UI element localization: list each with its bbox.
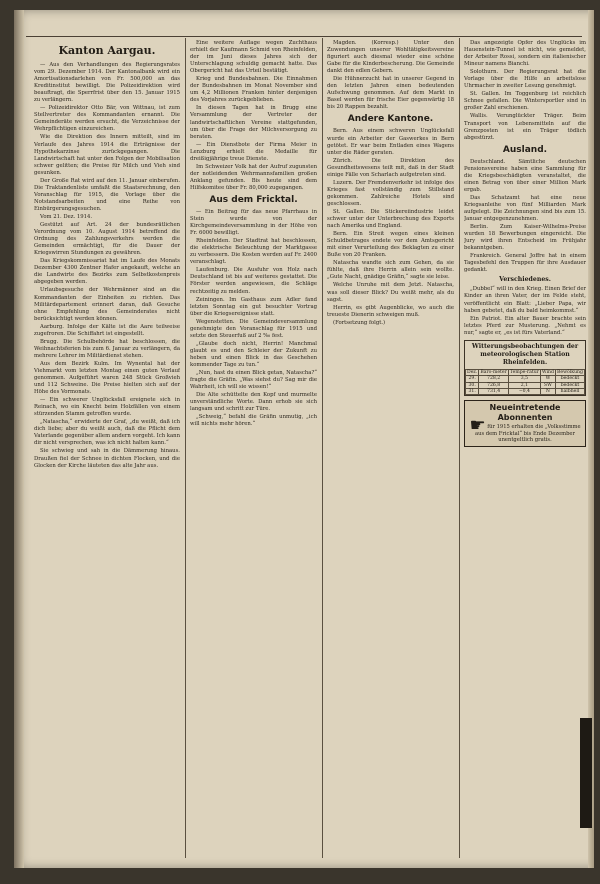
- article-paragraph: Wegenstetten. Die Gemeindeversammlung genehmigte den Voranschlag für 1915 und setzte den Steuerfuß auf 2 ‰ fest.: [190, 318, 317, 339]
- section-heading: Andere Kantone.: [347, 114, 434, 125]
- weather-table-header: Wind: [541, 369, 554, 375]
- article-paragraph: Das Kriegskommissariat hat im Laufe des Monats Dezember 4300 Zentner Hafer angekauft, welche an die Landwirte des Bezirks zum Selbstkostenpreis abgegeben werden.: [34, 258, 180, 286]
- article-paragraph: Rheinfelden. Der Stadtrat hat beschlossen, die elektrische Beleuchtung der Marktgasse zu verbessern. Die Kosten werden auf Fr. 2400 veranschlagt.: [190, 238, 317, 266]
- column-rule-1: [185, 38, 186, 858]
- weather-table-cell: 2,1: [508, 382, 540, 388]
- weather-table-header: Baro-meter: [480, 369, 507, 375]
- article-paragraph: „Glaube doch nicht, Herrin! Manchmal glaubt es und den Schleier der Zukunft zu heben und einen Blick in das Geschehen kommender Tage zu tun.“: [190, 340, 317, 368]
- heading-kanton-aargau: Kanton Aargau.: [58, 44, 156, 57]
- article-paragraph: „Dubbel“ will in den Krieg. Einen Brief der Kinder an ihren Vater, der im Felde steht, veröffentlicht ein Blatt: „Lieber Papa, wir haben gebetet, daß du bald heimkommst.“: [464, 286, 586, 314]
- article-paragraph: Herrin, es gibt Augenblicke, wo auch die treueste Dienerin schweigen muß.: [327, 304, 454, 318]
- column-3: [327, 40, 454, 860]
- weather-table-cell: −0,4: [508, 388, 540, 394]
- weather-table-cell: 3,5: [508, 376, 540, 382]
- weather-table-title: Witterungsbeobachtungen der meteorologischen Station Rheinfelden.: [471, 342, 579, 366]
- weather-table-cell: W: [540, 376, 555, 382]
- article-paragraph: Das angezeigte Opfer des Unglücks im Hauenstein-Tunnel ist nicht, wie gemeldet, der Arbeiter Rossi, sondern ein italienischer Mineur namens Bianchi.: [464, 40, 586, 68]
- article-paragraph: „Natascha,“ erwiderte der Graf, „du weißt, daß ich dich liebe; aber du weißt auch, daß die Pflicht dem Vaterlande gegenüber allem andern vorgeht. Ich kann dir nicht versprechen, was ich nicht halten kann.“: [34, 419, 180, 447]
- article-paragraph: Eine weitere Auflage wegen Zuchthaus erhielt der Kaufmann Schmid von Rheinfelden, der im Juni dieses Jahres sich der Unterschlagung schuldig gemacht hatte. Das Obergericht hat das Urteil bestätigt.: [190, 40, 317, 75]
- article-paragraph: Aus dem Bezirk Kulm. Im Wynental hat der Viehmarkt vom letzten Montag einen guten Verlauf genommen. Aufgeführt waren 248 Stück Großvieh und 112 Schweine. Die Preise hielten sich auf der Höhe des Vormonats.: [34, 360, 180, 396]
- section-heading: Aus dem Fricktal.: [209, 194, 298, 205]
- article-paragraph: Sie schwieg und sah in die Dämmerung hinaus. Draußen fiel der Schnee in dichten Flocken, und die Glocken der Kirche läuteten das alte Jahr aus.: [34, 448, 180, 469]
- article-paragraph: Berlin. Zum Kaiser-Wilhelms-Preise wurden 18 Bewerbungen eingereicht. Die Jury wird ihren Entscheid im Frühjahr bekanntgeben.: [464, 224, 586, 252]
- notice-title: Neueintretende Abonnenten: [489, 403, 561, 423]
- article-paragraph: St. Gallen. Die Stickereiindustrie leidet schwer unter der Unterbrechung des Exports nach Amerika und England.: [327, 208, 454, 230]
- notice-text: [468, 415, 582, 444]
- article-paragraph: — Aus den Verhandlungen des Regierungsrates vom 29. Dezember 1914. Der Kantonalbank wird ein Amortisationsdarlehen von Fr. 500,000 an das Kreditinstitut bewilligt. Die Polizeidirektion wird beauftragt, die Sperrfrist über den 15. Januar 1915 zu verlängern.: [34, 62, 180, 104]
- weather-table: [464, 340, 586, 397]
- notice-body: für 1915 erhalten die „Volksstimme aus dem Fricktal“ bis Ende Dezember unentgeltlich gratis.: [475, 424, 581, 444]
- column-1: [34, 40, 180, 860]
- article-paragraph: Solothurn. Der Regierungsrat hat die Vorlage über die Hilfe an arbeitslose Uhrmacher in zweiter Lesung genehmigt.: [464, 69, 586, 90]
- article-paragraph: Das Schatzamt hat eine neue Kriegsanleihe von fünf Milliarden Mark aufgelegt. Die Zeichnungen sind bis zum 15. Januar entgegenzunehmen.: [464, 194, 586, 223]
- article-paragraph: Der Große Rat wird auf den 11. Januar einberufen. Die Traktandenliste umfaßt die Staatsrechnung, den Voranschlag für 1915, die Vorlage über die Notstandsarbeiten und eine Reihe von Einbürgerungsgesuchen.: [34, 177, 180, 212]
- article-paragraph: Wie die Direktion des Innern mitteilt, sind im Verlaufe des Jahres 1914 die Erträgnisse der Hypothekarzinse zurückgegangen. Die Landwirtschaft hat unter den Folgen der Mobilisation schwer gelitten; die Preise für Milch und Vieh sind gesunken.: [34, 134, 180, 176]
- section-heading: Ausland.: [502, 144, 548, 155]
- article-paragraph: Zeiningen. Im Gasthaus zum Adler fand letzten Sonntag ein gut besuchter Vortrag über die Kriegsereignisse statt.: [190, 296, 317, 317]
- newspaper-page: [14, 10, 594, 868]
- column-2: [190, 40, 317, 860]
- weather-table-cell: halbhell: [555, 388, 584, 394]
- top-rule: [26, 36, 582, 37]
- weather-table-header: Tempe-ratur: [509, 369, 539, 375]
- article-paragraph: Brugg. Die Schulbehörde hat beschlossen, die Weihnachtsferien bis zum 6. Januar zu verlängern, da mehrere Lehrer im Militärdienst stehen.: [34, 338, 180, 359]
- article-paragraph: Natascha wandte sich zum Gehen, da sie fühlte, daß ihre Herrin allein sein wollte. „Gute Nacht, gnädige Gräfin,“ sagte sie leise.: [327, 260, 454, 281]
- subscriber-notice: [464, 400, 586, 446]
- article-paragraph: Die Alte schüttelte den Kopf und murmelte unverständliche Worte. Dann erhob sie sich langsam und schritt zur Türe.: [190, 392, 317, 413]
- weather-table-cell: 29.: [466, 376, 479, 382]
- article-paragraph: Urlaubsgesuche der Wehrmänner sind an die Kommandanten der Einheiten zu richten. Das Militärdepartement erinnert daran, daß Gesuche ohne Empfehlung des Gemeinderates nicht berücksichtigt werden können.: [34, 287, 180, 322]
- article-paragraph: „Nun, hast du einen Blick getan, Natascha?“ fragte die Gräfin. „Was siehst du? Sag mir die Wahrheit, ich will sie wissen!“: [190, 370, 317, 391]
- article-paragraph: — Ein Dienstbote der Firma Meier in Lenzburg erhielt die Medaille für dreißigjährige treue Dienste.: [190, 141, 317, 162]
- article-paragraph: Welche Unruhe mit dem Jetzt. Natascha, was soll dieser Blick? Du weißt mehr, als du sagst.: [327, 282, 454, 303]
- weather-table-cell: SW: [540, 382, 555, 388]
- weather-table-cell: N: [540, 388, 555, 394]
- weather-table-cell: 728,2: [479, 376, 509, 382]
- article-paragraph: Krieg und Bundesbahnen. Die Einnahmen der Bundesbahnen im Monat November sind um 4,2 Millionen Franken hinter denjenigen des Vorjahres zurückgeblieben.: [190, 76, 317, 104]
- article-paragraph: Laufenburg. Die Ausfuhr von Holz nach Deutschland ist bis auf weiteres gestattet. Die Förster werden angewiesen, die Schläge rechtzeitig zu melden.: [190, 267, 317, 295]
- article-paragraph: Gestützt auf Art. 24 der bundesrätlichen Verordnung vom 10. August 1914 betreffend die Ordnung des Zahlungsverkehrs werden die Gemeinden ermächtigt, für die Dauer der Kriegswirren Stundungen zu gewähren.: [34, 222, 180, 257]
- weather-table-cell: 31.: [466, 388, 479, 394]
- article-paragraph: Bern. Aus einem schweren Unglücksfall wurde ein Arbeiter der Gaswerkes in Bern getötet. Er war beim Entladen eines Wagens unter die Räder geraten.: [327, 128, 454, 156]
- article-paragraph: Frankreich. General Joffre hat in einem Tagesbefehl den Truppen für ihre Ausdauer gedankt.: [464, 253, 586, 274]
- binding-gutter: [14, 10, 24, 868]
- article-paragraph: In diesen Tagen hat in Brugg eine Versammlung der Vertreter der landwirtschaftlichen Vereine stattgefunden, um über die Frage der Milchversorgung zu beraten.: [190, 105, 317, 140]
- article-paragraph: Bern. Ein Streit wegen eines kleinen Schuldbetrages endete vor dem Amtsgericht mit einer Verurteilung des Beklagten zu einer Buße von 20 Franken.: [327, 231, 454, 259]
- article-paragraph: Deutschland. Sämtliche deutschen Pensionsvereine haben eine Sammlung für die Kriegsbeschädigten veranstaltet, die einen Betrag von über einer Million Mark ergab.: [464, 158, 586, 193]
- subsection-heading: Verschiedenes.: [499, 276, 551, 284]
- column-4: [464, 40, 586, 860]
- article-paragraph: Luzern. Der Fremdenverkehr ist infolge des Krieges fast vollständig zum Stillstand gekommen. Zahlreiche Hotels sind geschlossen.: [327, 179, 454, 207]
- weather-table-header: Bewölkung: [557, 369, 583, 375]
- article-paragraph: Die Hühnerzucht hat in unserer Gegend in den letzten Jahren einen bedeutenden Aufschwung genommen. Auf dem Markt in Basel werden für frische Eier gegenwärtig 18 bis 20 Rappen bezahlt.: [327, 76, 454, 111]
- weather-table-header: Dez.: [467, 369, 478, 375]
- weather-table-cell: bedeckt: [555, 376, 584, 382]
- article-paragraph: — Polizeidirektor Otto Bär, von Wittnau, ist zum Stellvertreter des Kommandanten ernannt. Die Gemeinderäte werden ersucht, die Verzeichnisse der Wehrpflichtigen einzureichen.: [34, 105, 180, 133]
- book-spine: [580, 718, 592, 828]
- article-paragraph: Im Schweizer Volk hat der Aufruf zugunsten der notleidenden Wehrmannsfamilien großen Anklang gefunden. Bis heute sind dem Hilfskomitee über Fr. 80,000 zugegangen.: [190, 163, 317, 191]
- article-paragraph: Ein Patriot. Ein alter Bauer brachte sein letztes Pferd zur Musterung. „Nehmt es nur,“ sagte er, „es ist fürs Vaterland.“: [464, 315, 586, 336]
- column-rule-2: [322, 38, 323, 858]
- article-paragraph: „Schweig,“ befahl die Gräfin unmutig, „ich will nichts mehr hören.“: [190, 414, 317, 428]
- weather-table-cell: 726,8: [479, 382, 509, 388]
- article-paragraph: St. Gallen. Im Toggenburg ist reichlich Schnee gefallen. Die Wintersportler sind in großer Zahl erschienen.: [464, 91, 586, 112]
- column-rule-3: [459, 38, 460, 858]
- article-paragraph: — Ein schwerer Unglücksfall ereignete sich in Reinach, wo ein Knecht beim Holzfällen von einem stürzenden Stamm getroffen wurde.: [34, 397, 180, 418]
- article-paragraph: (Fortsetzung folgt.): [333, 319, 386, 326]
- article-paragraph: Magden. (Korresp.) Unter den Zuwendungen unserer Wohltätigkeitsvereine figuriert auch diesmal wieder eine schöne Gabe für die Kinderbescherung. Die Gemeinde dankt den edlen Gebern.: [327, 40, 454, 75]
- weather-table-cell: 731,4: [479, 388, 509, 394]
- weather-table-cell: 30.: [466, 382, 479, 388]
- article-paragraph: Wallis. Verunglückter Träger. Beim Transport von Lebensmitteln auf die Grenzposten ist ein Träger tödlich abgestürzt.: [464, 113, 586, 141]
- weather-table-cell: bedeckt: [555, 382, 584, 388]
- table-row: [466, 388, 585, 394]
- article-paragraph: Zürich. Die Direktion des Gesundheitswesens teilt mit, daß in der Stadt einige Fälle von Scharlach aufgetreten sind.: [327, 157, 454, 178]
- pointing-hand-icon: ☛: [469, 415, 486, 437]
- article-paragraph: Vom 21. Dez. 1914.: [40, 213, 93, 220]
- article-paragraph: Aarburg. Infolge der Kälte ist die Aare teilweise zugefroren. Die Schiffahrt ist eingestellt.: [34, 323, 180, 337]
- article-paragraph: — Ein Beitrag für das neue Pfarrhaus in Stein wurde von der Kirchgemeindeversammlung in der Höhe von Fr. 6000 bewilligt.: [190, 208, 317, 237]
